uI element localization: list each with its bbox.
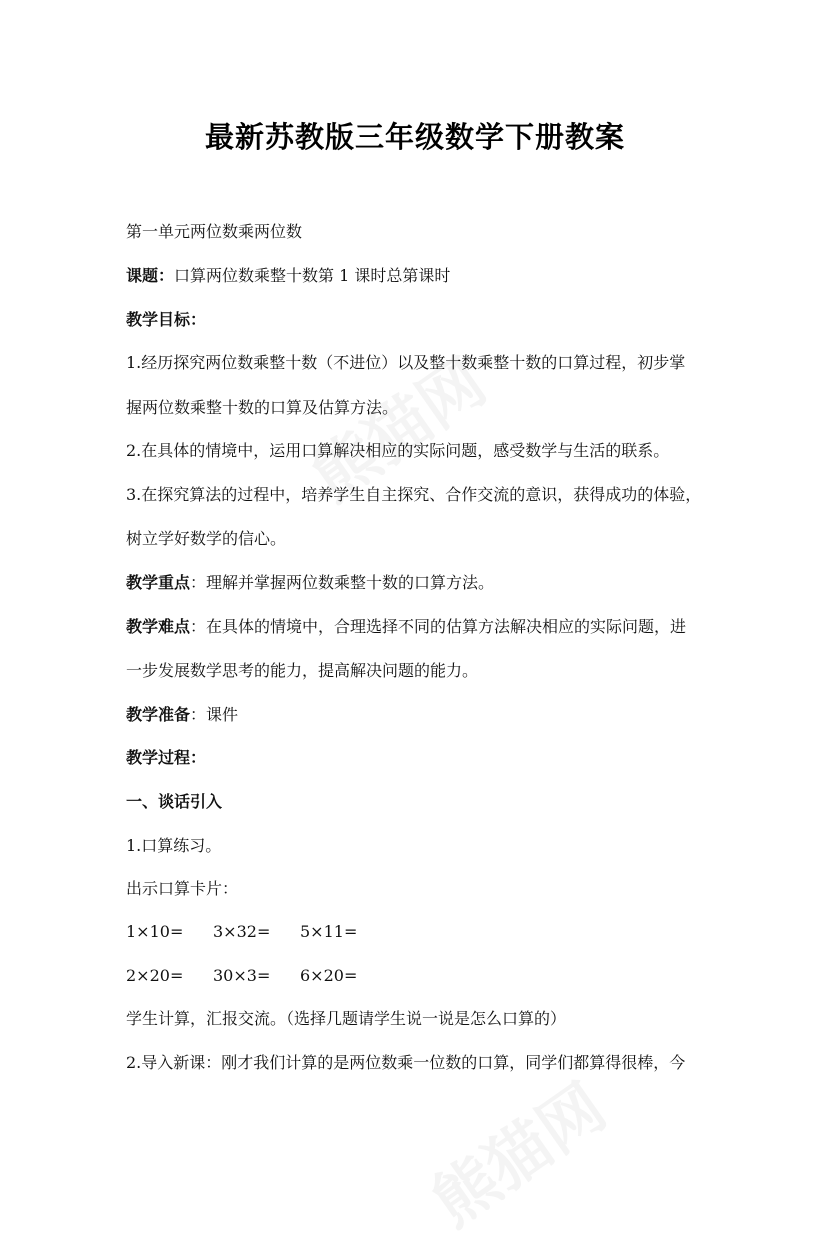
exercise-item: 30×3= xyxy=(213,966,271,985)
key-point-text: ：理解并掌握两位数乘整十数的口算方法。 xyxy=(190,573,495,592)
topic-line xyxy=(126,265,716,287)
preparation-text: ：课件 xyxy=(190,705,239,724)
exercise-item: 6×20= xyxy=(300,966,358,985)
preparation-label: 教学准备 xyxy=(126,705,191,724)
preparation-line xyxy=(126,704,716,726)
exercise-item: 3×32= xyxy=(213,922,271,941)
key-point-label: 教学重点 xyxy=(126,573,191,592)
topic-sep: ： xyxy=(158,266,175,285)
process-heading: 教学过程： xyxy=(126,748,207,767)
goal-line: 1.经历探究两位数乘整十数（不进位）以及整十数乘整十数的口算过程，初步掌 xyxy=(126,353,686,372)
exercise-item: 2×20= xyxy=(126,966,184,985)
key-point-line xyxy=(126,572,716,594)
document-title: 最新苏教版三年级数学下册教案 xyxy=(204,120,625,154)
goal-line: 树立学好数学的信心。 xyxy=(126,529,287,548)
step-line: 2.导入新课：刚才我们计算的是两位数乘一位数的口算，同学们都算得很棒，今 xyxy=(126,1053,686,1072)
difficulty-label: 教学难点 xyxy=(126,617,191,636)
difficulty-continuation: 一步发展数学思考的能力，提高解决问题的能力。 xyxy=(126,661,479,680)
section-heading: 一、谈话引入 xyxy=(126,792,223,811)
goal-line: 握两位数乘整十数的口算及估算方法。 xyxy=(126,398,399,417)
exercise-row xyxy=(126,921,716,943)
difficulty-text: ：在具体的情境中，合理选择不同的估算方法解决相应的实际问题，进 xyxy=(190,617,687,636)
step-line: 1.口算练习。 xyxy=(126,836,222,855)
student-activity-line: 学生计算，汇报交流。（选择几题请学生说一说是怎么口算的） xyxy=(126,1009,567,1028)
difficulty-line xyxy=(126,616,716,638)
cards-intro: 出示口算卡片： xyxy=(126,879,239,898)
goal-line: 2.在具体的情境中，运用口算解决相应的实际问题，感受数学与生活的联系。 xyxy=(126,441,670,460)
unit-heading: 第一单元两位数乘两位数 xyxy=(126,222,303,241)
topic-text: 口算两位数乘整十数第 1 课时总第课时 xyxy=(174,266,451,285)
exercise-item: 5×11= xyxy=(300,922,358,941)
watermark-bottom xyxy=(411,1058,621,1243)
goals-heading: 教学目标： xyxy=(126,310,207,329)
exercise-item: 1×10= xyxy=(126,922,184,941)
topic-label: 课题 xyxy=(126,266,159,285)
exercise-row xyxy=(126,965,716,987)
goal-line: 3.在探究算法的过程中，培养学生自主探究、合作交流的意识，获得成功的体验， xyxy=(126,485,702,504)
